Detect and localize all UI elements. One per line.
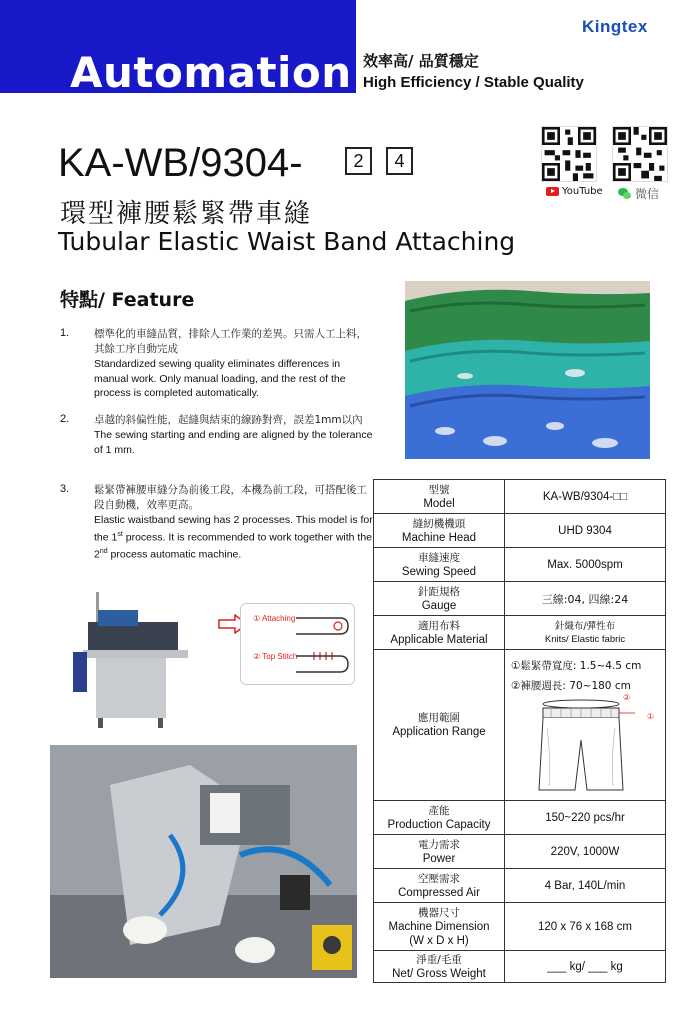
spec-key: 車縫速度 Sewing Speed	[374, 548, 505, 582]
spec-value: UHD 9304	[505, 514, 666, 548]
spec-key: 產能 Production Capacity	[374, 801, 505, 835]
process-diagram	[240, 603, 355, 685]
feature-body	[94, 327, 376, 401]
table-row	[374, 903, 666, 951]
qr-pattern	[613, 127, 667, 181]
spec-value: 220V, 1000W	[505, 835, 666, 869]
wechat-icon	[618, 188, 632, 200]
spec-key: 針距規格 Gauge	[374, 582, 505, 616]
spec-key: 電力需求 Power	[374, 835, 505, 869]
application-range-cell	[505, 650, 666, 801]
wechat-label-text: 微信	[635, 187, 660, 201]
feature-number: 3.	[60, 483, 70, 495]
spec-key: 機器尺寸 Machine Dimension (W x D x H)	[374, 903, 505, 951]
product-title-zh: 環型褲腰鬆緊帶車縫	[60, 199, 313, 229]
tagline-en: High Efficiency / Stable Quality	[363, 74, 584, 91]
youtube-label[interactable]	[546, 186, 603, 197]
table-row	[374, 951, 666, 983]
table-row	[374, 514, 666, 548]
spec-key: 應用範圍 Application Range	[374, 650, 505, 801]
youtube-label-text: YouTube	[562, 186, 603, 197]
youtube-icon	[546, 187, 559, 196]
table-row	[374, 801, 666, 835]
model-option-box: 2	[345, 147, 372, 175]
fold-diagram-icon	[296, 612, 354, 680]
kingtex-logo: Kingtex	[582, 17, 648, 36]
machine-photo	[68, 582, 196, 730]
pants-photo	[405, 281, 650, 459]
feature-body	[94, 483, 376, 562]
marker-1: ①	[647, 712, 655, 721]
model-number: KA-WB/9304-	[58, 141, 303, 185]
banner-title: Automation	[70, 48, 352, 97]
step-attaching-label: ① Attaching	[253, 614, 296, 623]
spec-value: 針織布/彈性布 Knits/ Elastic fabric	[505, 616, 666, 650]
feature-text-zh: 鬆緊帶褲腰車縫分為前後工段，本機為前工段，可搭配後工段自動機，效率更高。	[94, 484, 367, 511]
spec-key: 空壓需求 Compressed Air	[374, 869, 505, 903]
table-row	[374, 480, 666, 514]
table-row	[374, 616, 666, 650]
feature-text-zh: 標準化的車縫品質，排除人工作業的差異。只需人工上料，其餘工序自動完成	[94, 328, 367, 355]
spec-key: 型號 Model	[374, 480, 505, 514]
table-row	[374, 548, 666, 582]
wechat-qr-code[interactable]	[612, 126, 668, 182]
table-row	[374, 835, 666, 869]
spec-value: 150~220 pcs/hr	[505, 801, 666, 835]
spec-value: 4 Bar, 140L/min	[505, 869, 666, 903]
feature-number: 1.	[60, 327, 70, 339]
step-topstitch-label: ② Top Stitch	[253, 652, 298, 661]
range-waist-circumference: ②褲腰週長: 70~180 cm	[511, 680, 631, 692]
qr-pattern	[542, 127, 596, 181]
feature-text-en: Standardized sewing quality eliminates differences in manual work. Only manual loading, and the rest of the process is completed automatically.	[94, 358, 346, 399]
model-option-box: 4	[386, 147, 413, 175]
feature-text-en: Elastic waistband sewing has 2 processes. This model is for the 1st process. It is recommended to work together with the 2nd process automatic machine.	[94, 514, 373, 560]
range-elastic-width: ①鬆緊帶寬度: 1.5~4.5 cm	[511, 660, 642, 672]
marker-2: ②	[623, 693, 631, 702]
feature-text-zh: 卓越的斜偏性能，起縫與結束的線跡對齊，誤差1mm以內	[94, 414, 363, 426]
spec-value: Max. 5000spm	[505, 548, 666, 582]
spec-key: 適用布料 Applicable Material	[374, 616, 505, 650]
feature-number: 2.	[60, 413, 70, 425]
feature-heading: 特點/ Feature	[60, 289, 195, 311]
wechat-label[interactable]	[618, 185, 659, 202]
product-title-en: Tubular Elastic Waist Band Attaching	[58, 227, 516, 256]
machine-detail-photo	[50, 745, 357, 978]
pants-diagram-icon	[537, 698, 647, 794]
spec-value: ___ kg/ ___ kg	[505, 951, 666, 983]
spec-value: 三線:04, 四線:24	[505, 582, 666, 616]
feature-body	[94, 413, 376, 457]
youtube-qr-code[interactable]	[541, 126, 597, 182]
spec-key: 縫紉機機頭 Machine Head	[374, 514, 505, 548]
spec-value: KA-WB/9304-□□	[505, 480, 666, 514]
spec-value: 120 x 76 x 168 cm	[505, 903, 666, 951]
spec-key: 淨重/毛重 Net/ Gross Weight	[374, 951, 505, 983]
table-row	[374, 650, 666, 801]
tagline-zh: 效率高/ 品質穩定	[363, 52, 479, 70]
feature-text-en: The sewing starting and ending are aligned by the tolerance of 1 mm.	[94, 429, 373, 456]
table-row	[374, 582, 666, 616]
spec-table	[373, 479, 666, 983]
table-row	[374, 869, 666, 903]
